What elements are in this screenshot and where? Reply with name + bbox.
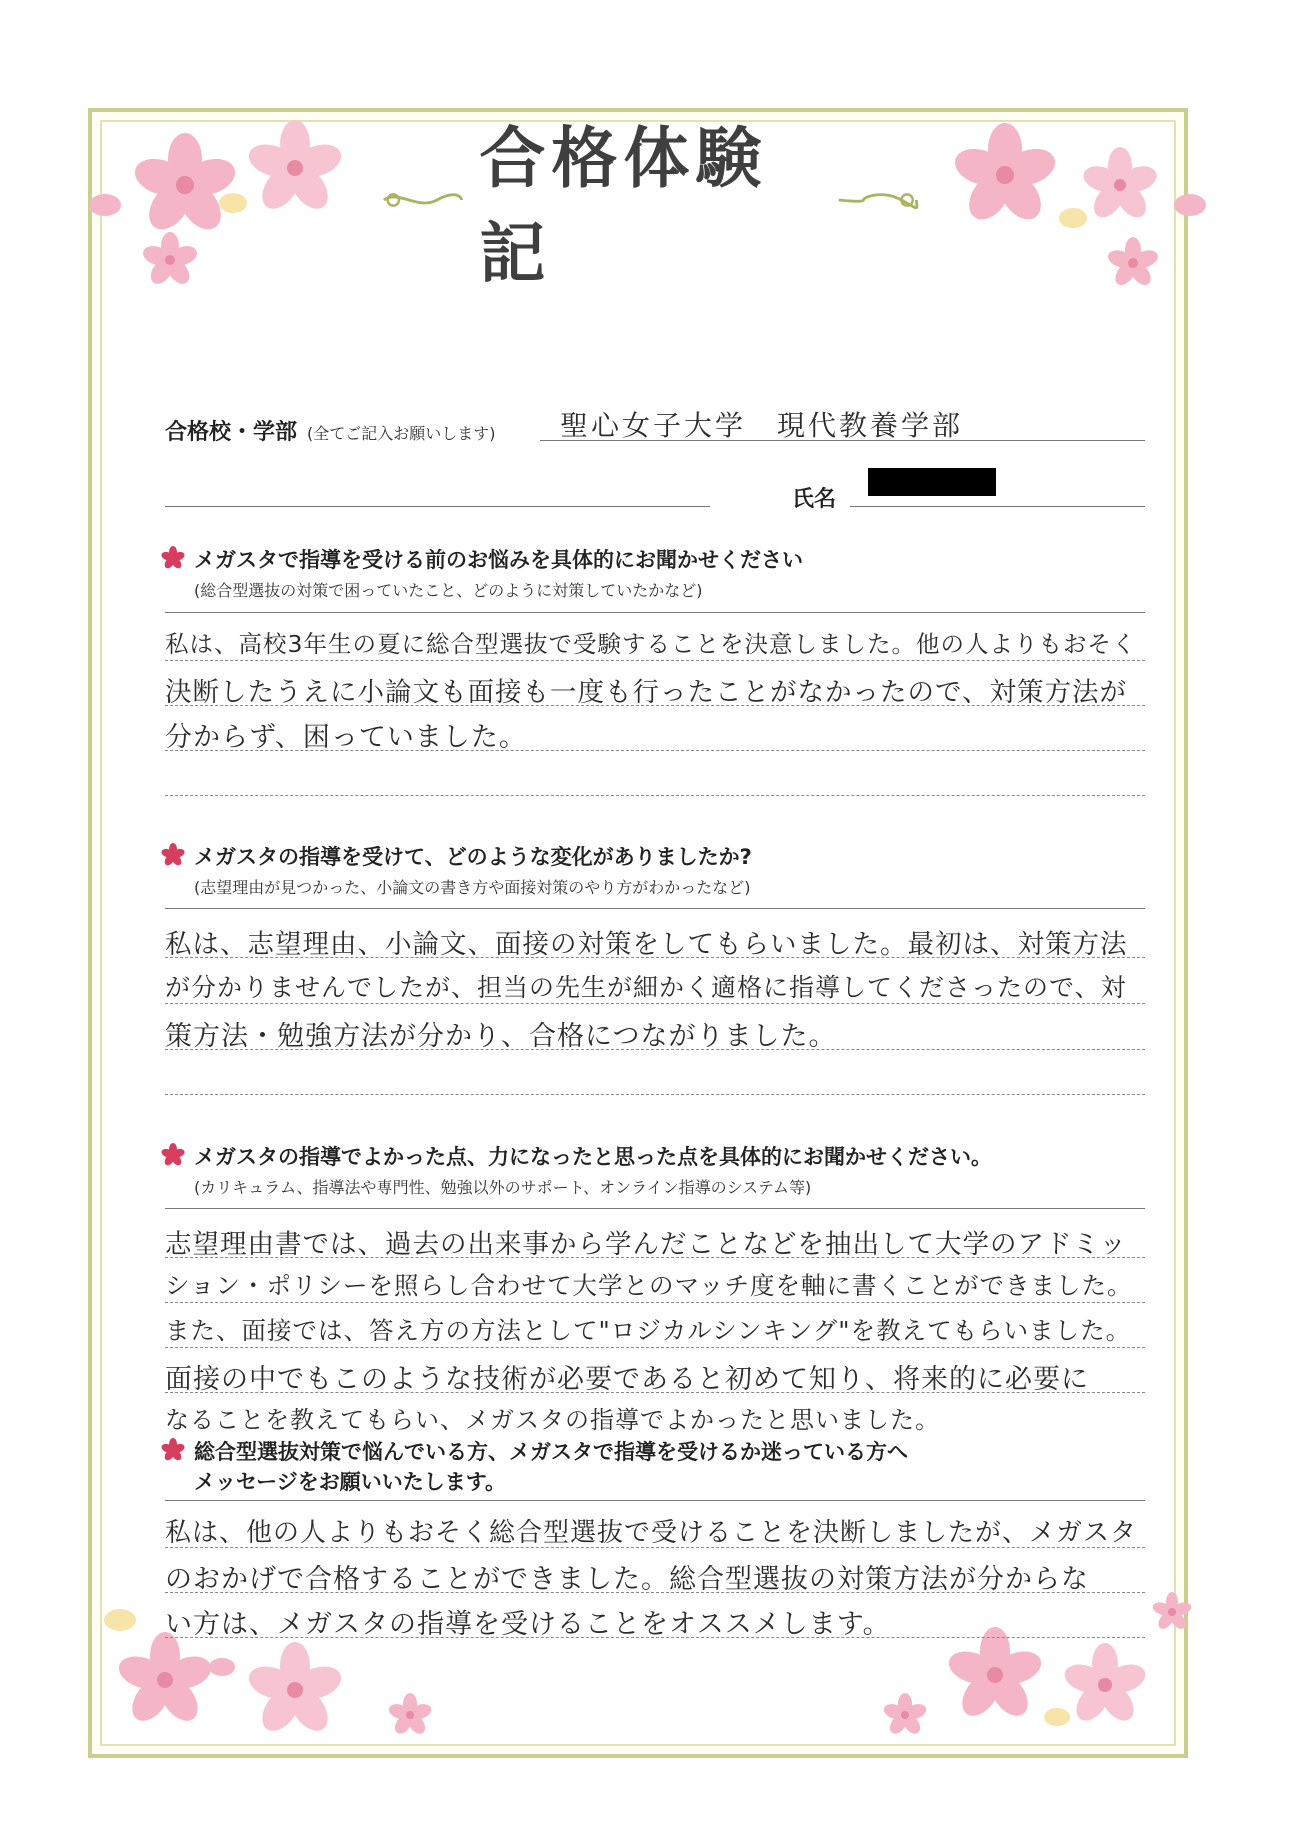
sakura-bullet-icon [160, 1437, 186, 1463]
section-3-answer-line-5: なることを教えてもらい、メガスタの指導でよかったと思いました。 [165, 1406, 940, 1434]
sakura-flower-icon [880, 1690, 930, 1740]
ruled-line [165, 1637, 1145, 1638]
section-4-heading-line-2: メッセージをお願いいたします。 [194, 1470, 507, 1494]
section-4-answer-line-1: 私は、他の人よりもおそく総合型選抜で受けることを決断しましたが、メガスタ [165, 1518, 1138, 1548]
sakura-flower-icon [1105, 235, 1161, 291]
section-2-sub: (志望理由が見つかった、小論文の書き方や面接対策のやり方がわかったなど) [194, 878, 751, 897]
ruled-line [165, 1547, 1145, 1548]
sakura-bullet-icon [160, 545, 186, 571]
ruled-line [165, 1094, 1145, 1095]
sakura-flower-icon [385, 1690, 435, 1740]
section-2-heading: メガスタの指導を受けて、どのような変化がありましたか? [194, 845, 752, 869]
school-line [540, 440, 1145, 441]
ruled-line [165, 1347, 1145, 1348]
section-1-answer-line-2: 決断したうえに小論文も面接も一度も行ったことがなかったので、対策方法が [165, 677, 1127, 708]
petal-icon [1055, 200, 1091, 236]
name-label: 氏名 [792, 487, 837, 512]
ruled-line [165, 1003, 1145, 1004]
swirl-ornament-icon [835, 187, 920, 213]
section-2-answer-line-2: が分かりませんでしたが、担当の先生が細かく適格に指導してくださったので、対 [165, 973, 1127, 1002]
blank-line [165, 506, 710, 507]
section-3-heading: メガスタの指導でよかった点、力になったと思った点を具体的にお聞かせください。 [194, 1145, 992, 1169]
section-2-answer-line-3: 策方法・勉強方法が分かり、合格につながりました。 [165, 1021, 837, 1052]
section-4-answer-line-2: のおかげで合格することができました。総合型選抜の対策方法が分からな [165, 1564, 1089, 1595]
section-2-answer-line-1: 私は、志望理由、小論文、面接の対策をしてもらいました。最初は、対策方法 [165, 929, 1128, 960]
section-3-sub: (カリキュラム、指導法や専門性、勉強以外のサポート、オンライン指導のシステム等) [194, 1178, 812, 1197]
name-line [850, 506, 1145, 507]
section-3-answer-line-2: ション・ポリシーを照らし合わせて大学とのマッチ度を軸に書くことができました。 [165, 1271, 1133, 1300]
ruled-line [165, 1302, 1145, 1303]
section-1-sub: (総合型選抜の対策で困っていたこと、どのように対策していたかなど) [194, 581, 703, 600]
sakura-bullet-icon [160, 842, 186, 868]
section-4-heading: 総合型選抜対策で悩んでいる方、メガスタで指導を受けるか迷っている方へ [194, 1440, 908, 1464]
ruled-line [165, 705, 1145, 706]
sakura-flower-icon [1080, 145, 1160, 225]
ruled-line [165, 1257, 1145, 1258]
petal-icon [205, 1650, 239, 1684]
sakura-flower-icon [1150, 1590, 1194, 1634]
section-3-answer-line-4: 面接の中でもこのような技術が必要であると初めて知り、将来的に必要に [165, 1364, 1089, 1395]
redacted-name [868, 468, 996, 496]
ruled-line [165, 1049, 1145, 1050]
sakura-bullet-icon [160, 1142, 186, 1168]
section-3-top-line [165, 1208, 1145, 1209]
petal-icon [215, 185, 251, 221]
ruled-line [165, 957, 1145, 958]
section-2-top-line [165, 908, 1145, 909]
petal-icon [1170, 185, 1210, 225]
ruled-line [165, 1392, 1145, 1393]
sakura-flower-icon [245, 118, 345, 218]
ruled-line [165, 1592, 1145, 1593]
ruled-line [165, 795, 1145, 796]
title-block [380, 119, 920, 292]
page-title: 合格体験記 [479, 119, 768, 292]
section-3-answer-line-3: また、面接では、答え方の方法として"ロジカルシンキング"を教えてもらいました。 [165, 1316, 1132, 1345]
swirl-ornament-icon [380, 187, 465, 213]
ruled-line [165, 660, 1145, 661]
petal-icon [100, 1600, 140, 1640]
section-1-answer-line-1: 私は、高校3年生の夏に総合型選抜で受験することを決意しました。他の人よりもおそく [165, 630, 1137, 658]
ruled-line [165, 750, 1145, 751]
sakura-flower-icon [950, 120, 1060, 230]
sakura-flower-icon [140, 230, 200, 290]
section-3-answer-line-1: 志望理由書では、過去の出来事から学んだことなどを抽出して大学のアドミッ [165, 1229, 1127, 1260]
school-note: (全てご記入お願いします) [307, 424, 496, 443]
section-4-answer-line-3: い方は、メガスタの指導を受けることをオススメします。 [165, 1609, 891, 1640]
school-label: 合格校・学部 [165, 420, 298, 445]
section-1-top-line [165, 612, 1145, 613]
sakura-flower-icon [115, 1630, 215, 1730]
school-value: 聖心女子大学 現代教養学部 [560, 409, 964, 442]
sakura-flower-icon [245, 1640, 345, 1740]
petal-icon [1040, 1700, 1074, 1734]
section-1-heading: メガスタで指導を受ける前のお悩みを具体的にお聞かせください [194, 548, 803, 572]
sakura-flower-icon [945, 1625, 1045, 1725]
petal-icon [85, 185, 125, 225]
section-4-top-line [165, 1500, 1145, 1501]
section-1-answer-line-3: 分からず、困っていました。 [165, 722, 527, 753]
